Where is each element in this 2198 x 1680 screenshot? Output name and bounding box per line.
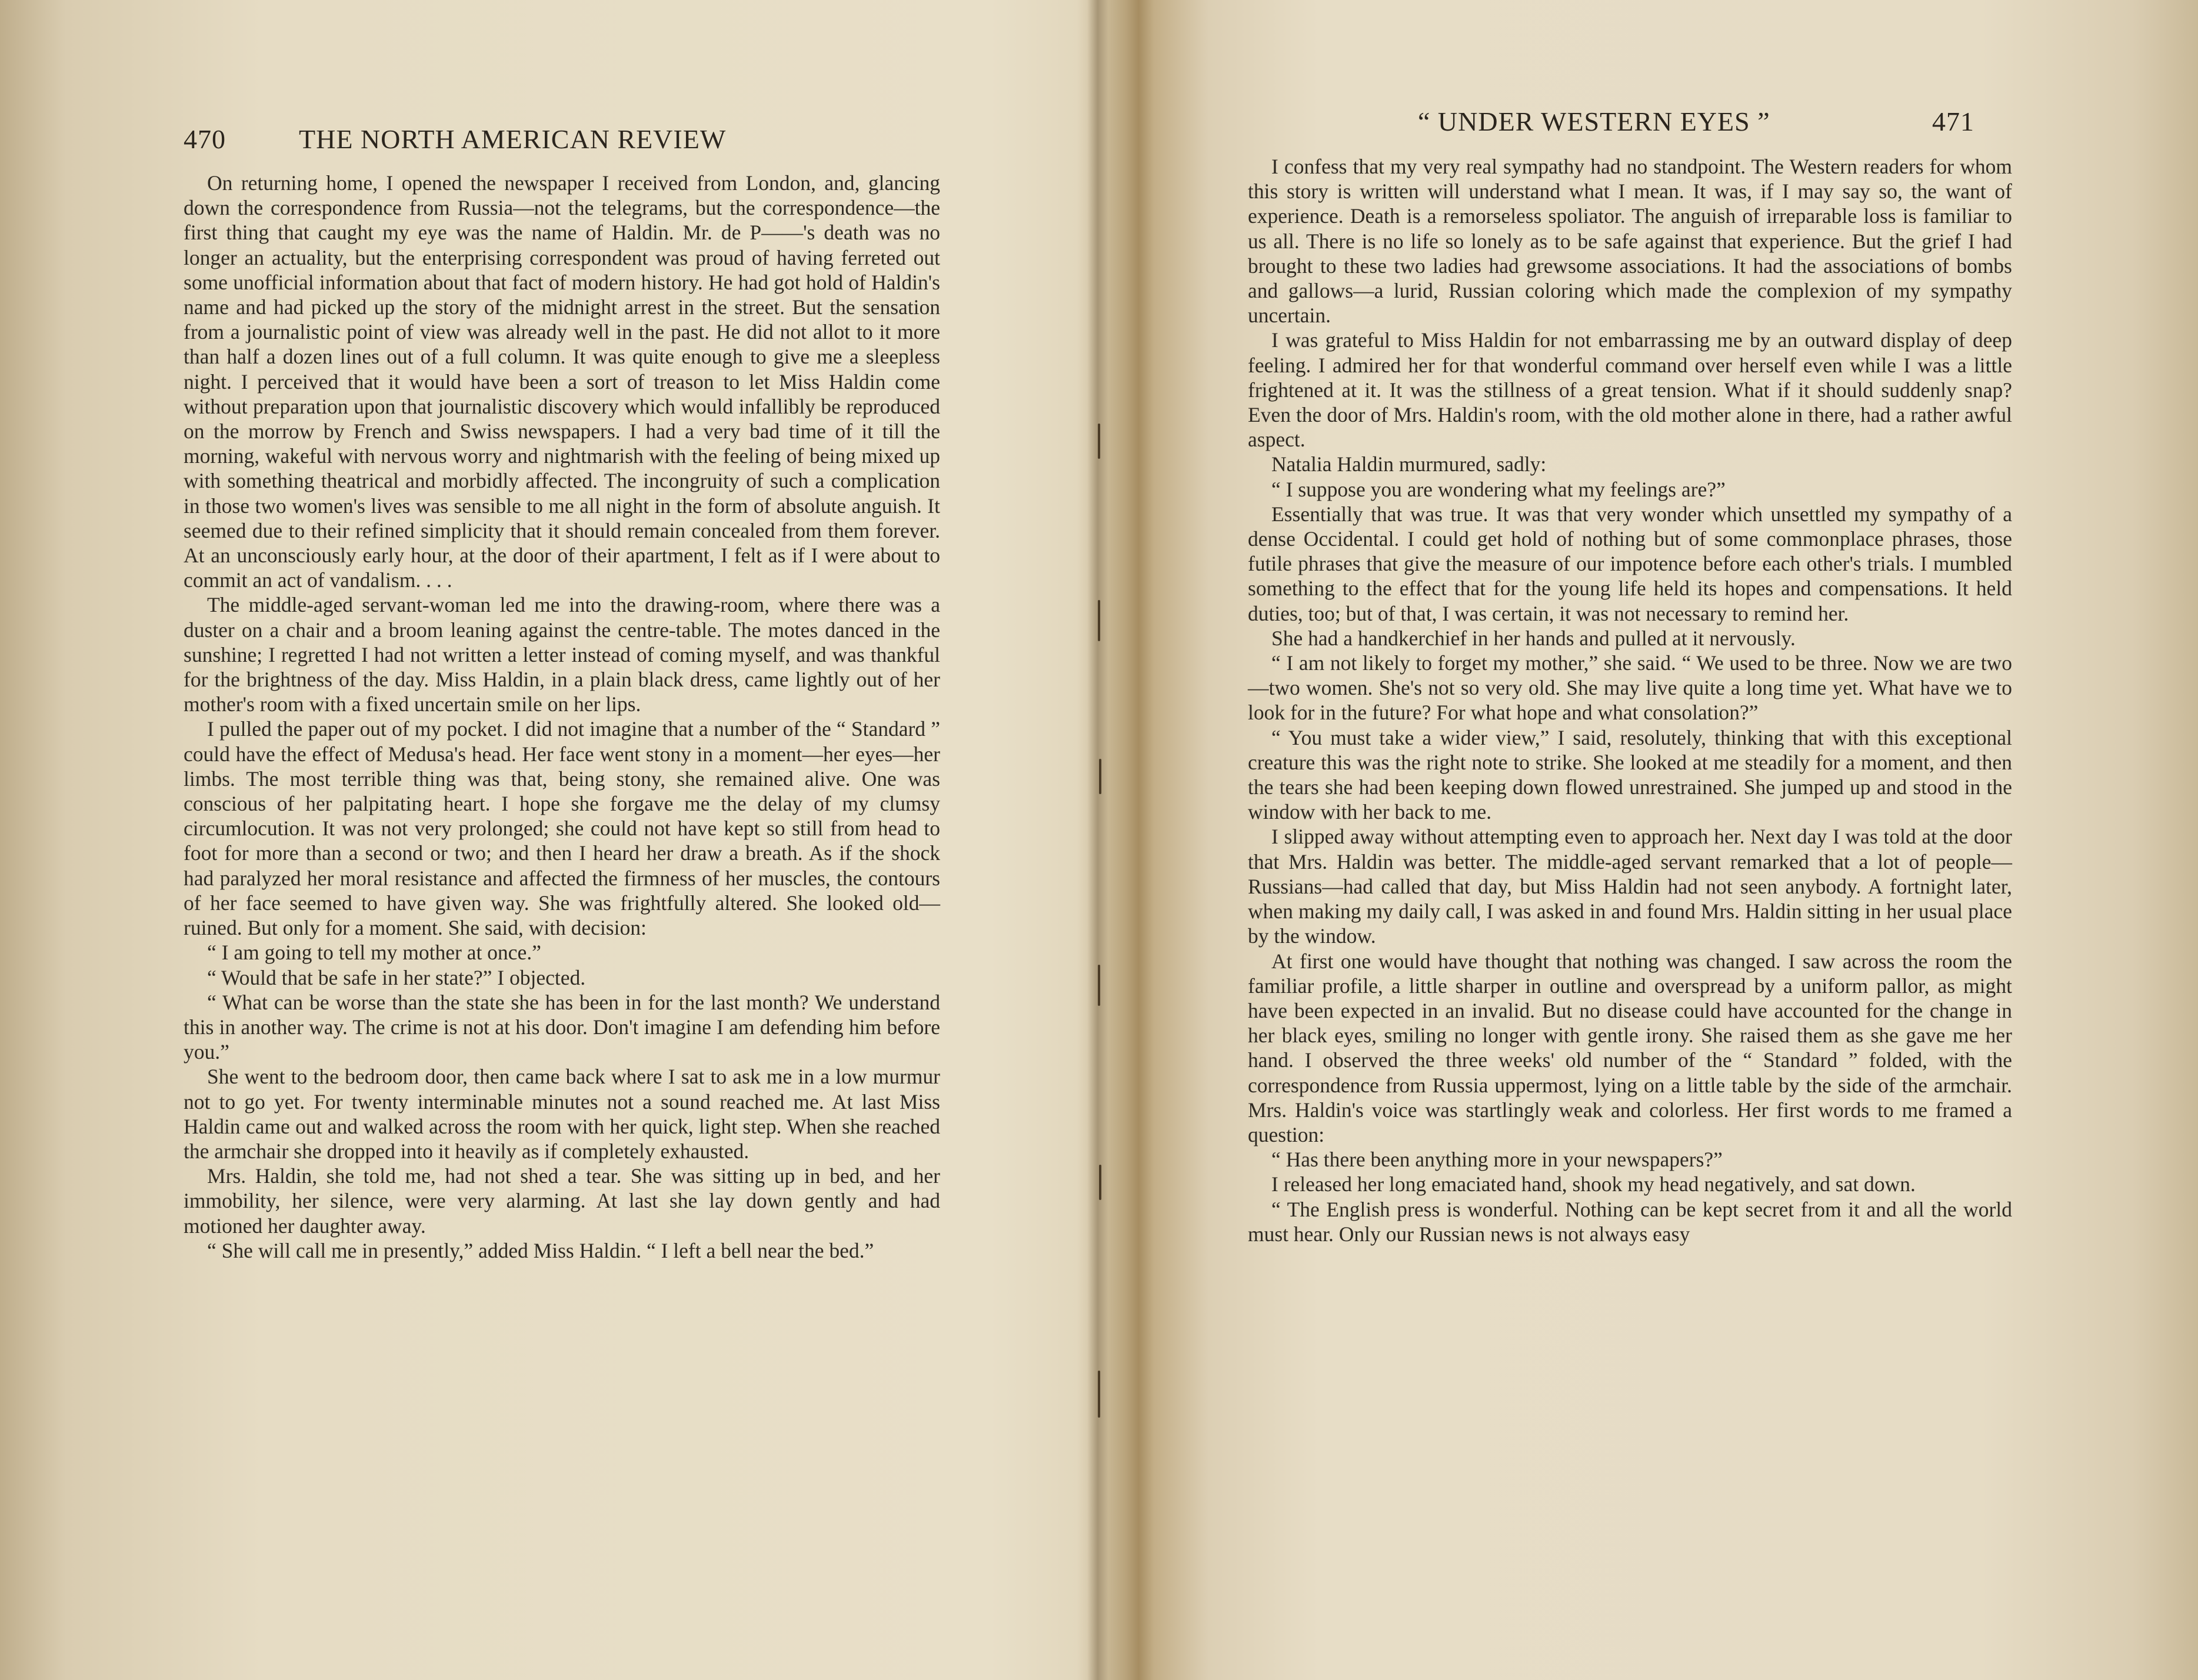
page-number: 470 (184, 124, 226, 154)
paragraph: “ What can be worse than the state she has been in for the last month? We understand this in another way. The crime is not at his door. Don't imagine I am defending him before you.” (184, 990, 940, 1064)
paragraph: I pulled the paper out of my pocket. I did not imagine that a number of the “ Standard ” could have the effect of Medusa's head. Her face went stony in a moment—her eyes—her limbs. The most terrible thing was that, being stony, she remained alive. One was conscious of her palpitating heart. I hope she forgave me the delay of my clumsy circumlocution. It was not very prolonged; she could not have kept so still from head to foot for more than a second or two; and then I heard her draw a breath. As if the shock had paralyzed her moral resistance and affected the firmness of her muscles, the contours of her face seemed to have given way. She was frightfully altered. She looked old—ruined. But only for a moment. She said, with decision: (184, 717, 940, 940)
paragraph: “ I am going to tell my mother at once.” (207, 941, 541, 965)
binding-stitch (1098, 1371, 1100, 1418)
paragraph: On returning home, I opened the newspaper I received from London, and, glancing down the correspondence from Russia—not the telegrams, but the correspondence—the first thing that caught my eye was the name of Haldin. Mr. de P——'s death was no longer an actuality, but the enterprising correspondent was proud of having ferreted out some unofficial information about that fact of modern history. He had got hold of Haldin's name and had picked up the story of the midnight arrest in the street. But the sensation from a journalistic point of view was already well in the past. He did not allot to it more than half a dozen lines out of a full column. It was quite enough to give me a sleepless night. I perceived that it would have been a sort of treason to let Miss Haldin come without preparation upon that journalistic discovery which would infallibly be reproduced on the morrow by French and Swiss newspapers. I had a very bad time of it till the morning, wakeful with nervous worry and nightmarish with the feeling of being mixed up with something theatrical and morbidly affected. The incongruity of such a complication in those two women's lives was sensible to me all night in the form of absolute anguish. It seemed due to their refined simplicity that it should remain concealed from them forever. At an unconsciously early hour, at the door of their apartment, I felt as if I were about to commit an act of vandalism. . . . (184, 171, 940, 592)
paragraph: “ She will call me in presently,” added Miss Haldin. “ I left a bell near the bed.” (207, 1238, 874, 1262)
right-page (1106, 0, 2198, 1680)
binding-stitch (1098, 600, 1100, 641)
left-page (0, 0, 1094, 1680)
paragraph: She had a handkerchief in her hands and pulled at it nervously. (1271, 626, 1796, 650)
paragraph: “ I suppose you are wondering what my feelings are?” (1271, 477, 1726, 501)
binding-stitch (1099, 1165, 1101, 1200)
paragraph: I confess that my very real sympathy had no standpoint. The Western readers for whom this story is written will understand what I mean. It was, if I may say so, the want of experience. Death is a remorseless spoliator. The anguish of irreparable loss is familiar to us all. There is no life so lonely as to be safe against that experience. But the grief I had brought to these two ladies had grewsome associations. It had the associations of bombs and gallows—a lurid, Russian coloring which made the complexion of my sympathy uncertain. (1248, 155, 2012, 328)
page-body (1248, 154, 2012, 1246)
page-number: 471 (1932, 106, 1974, 136)
paragraph: Mrs. Haldin, she told me, had not shed a tear. She was sitting up in bed, and her immobility, her silence, were very alarming. At last she lay down gently and had motioned her daughter away. (184, 1164, 940, 1238)
paragraph: I was grateful to Miss Haldin for not embarrassing me by an outward display of deep feeling. I admired her for that wonderful command over herself even while I was a little frightened at it. It was the stillness of a great tension. What if it should suddenly snap? Even the door of Mrs. Haldin's room, with the old mother alone in there, had a rather awful aspect. (1248, 328, 2012, 452)
page-body (184, 171, 940, 1263)
binding-stitch (1099, 759, 1101, 794)
paragraph: I released her long emaciated hand, shook my head negatively, and sat down. (1271, 1172, 1916, 1196)
paragraph: “ Has there been anything more in your newspapers?” (1271, 1148, 1723, 1172)
paragraph: Natalia Haldin murmured, sadly: (1271, 452, 1547, 476)
running-head: THE NORTH AMERICAN REVIEW (299, 124, 727, 154)
paragraph: “ I am not likely to forget my mother,” she said. “ We used to be three. Now we are two—two women. She's not so very old. She may live quite a long time yet. What have we to look for in the future? For what hope and what consolation?” (1248, 651, 2012, 725)
running-head: “ UNDER WESTERN EYES ” (1418, 106, 1770, 136)
paragraph: Essentially that was true. It was that very wonder which unsettled my sympathy of a dense Occidental. I could get hold of nothing but of some commonplace phrases, those futile phrases that give the measure of our impotence before each other's trials. I mumbled something to the effect that for the young life held its hopes and compensations. It held duties, too; but of that, I was certain, it was not necessary to remind her. (1248, 502, 2012, 625)
paragraph: At first one would have thought that nothing was changed. I saw across the room the familiar profile, a little sharper in outline and overspread by a uniform pallor, as might have been expected in an invalid. But no disease could have accounted for the change in her black eyes, smiling no longer with gentle irony. She raised them as she gave me her hand. I observed the three weeks' old number of the “ Standard ” folded, with the correspondence from Russia uppermost, lying on a little table by the side of the armchair. Mrs. Haldin's voice was startlingly weak and colorless. Her first words to me framed a question: (1248, 949, 2012, 1146)
paragraph: The middle-aged servant-woman led me into the drawing-room, where there was a duster on a chair and a broom leaning against the centre-table. The motes danced in the sunshine; I regretted I had not written a letter instead of coming myself, and was thankful for the brightness of the day. Miss Haldin, in a plain black dress, came lightly out of her mother's room with a fixed uncertain smile on her lips. (184, 593, 940, 716)
binding-stitch (1098, 424, 1100, 459)
paragraph: “ Would that be safe in her state?” I objected. (207, 965, 586, 989)
paragraph: “ You must take a wider view,” I said, resolutely, thinking that with this exceptional creature this was the right note to strike. She looked at me steadily for a moment, and then the tears she had been keeping down flowed unrestrained. She jumped up and stood in the window with her back to me. (1248, 725, 2012, 824)
binding-stitch (1098, 965, 1100, 1006)
paragraph: I slipped away without attempting even to approach her. Next day I was told at the door that Mrs. Haldin was better. The middle-aged servant remarked that a lot of people—Russians—had called that day, but Miss Haldin had not seen anybody. A fortnight later, when making my daily call, I was asked in and found Mrs. Haldin sitting in her usual place by the window. (1248, 825, 2012, 948)
paragraph: She went to the bedroom door, then came back where I sat to ask me in a low murmur not to go yet. For twenty interminable minutes not a sound reached me. At last Miss Haldin came out and walked across the room with her quick, light step. When she reached the armchair she dropped into it heavily as if completely exhausted. (184, 1065, 940, 1163)
paragraph: “ The English press is wonderful. Nothing can be kept secret from it and all the world must hear. Only our Russian news is not always easy (1248, 1197, 2012, 1246)
